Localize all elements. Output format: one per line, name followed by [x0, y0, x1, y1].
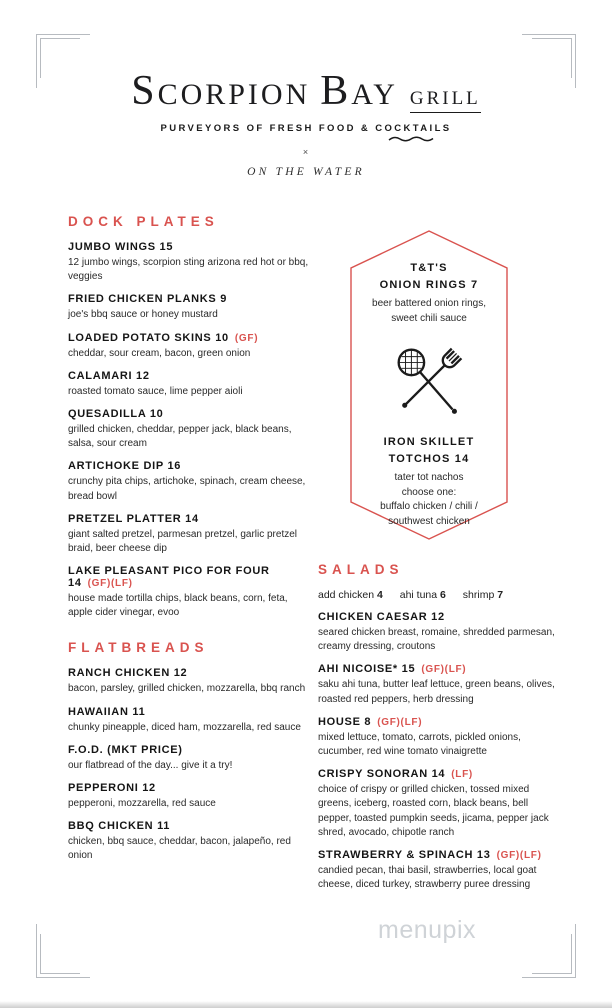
menu-item — [68, 332, 314, 361]
item-name — [68, 744, 314, 756]
restaurant-name — [0, 70, 612, 112]
dietary-tags: (GF)(LF) — [496, 849, 542, 861]
addon-price: 7 — [497, 589, 504, 601]
menu-item — [318, 716, 558, 759]
item-title: CRISPY SONORAN 14 — [318, 768, 446, 781]
item-description: pepperoni, mozzarella, red sauce — [68, 798, 216, 809]
section-title-salads: SALADS — [318, 562, 404, 577]
item-name — [318, 716, 558, 728]
item-description: bacon, parsley, grilled chicken, mozzarella, bbq ranch — [68, 683, 306, 695]
addon-label: add chicken — [318, 589, 375, 601]
item-description: crunchy pita chips, artichoke, spinach, cream cheese, bread bowl — [68, 476, 306, 502]
menu-item — [68, 293, 314, 322]
item-name — [318, 611, 558, 623]
item-name — [68, 513, 314, 525]
badge-desc-line: tater tot nachos — [394, 472, 464, 483]
item-title: CHICKEN CAESAR 12 — [318, 611, 445, 623]
badge-item-title — [362, 434, 496, 467]
item-title: CALAMARI 12 — [68, 369, 150, 382]
item-title: PRETZEL PLATTER 14 — [68, 512, 199, 525]
menu-item — [68, 513, 314, 556]
item-name — [318, 849, 558, 861]
left-column — [68, 214, 314, 873]
item-description: chicken, bbq sauce, cheddar, bacon, jalapeño, red onion — [68, 836, 291, 862]
crossed-fork-and-skimmer-icon — [385, 338, 473, 426]
item-name — [68, 460, 314, 472]
item-name — [68, 370, 314, 382]
item-description: choice of crispy or grilled chicken, tossed mixed greens, iceberg, roasted corn, black beans, bell pepper, toasted pumpkin seeds, jicama, pepper jack shred, avocado, chipotle ranch — [318, 784, 549, 838]
badge-item-description — [362, 471, 496, 529]
specials-badge — [350, 230, 508, 540]
menu-item — [318, 663, 558, 706]
item-description: our flatbread of the day... give it a try! — [68, 759, 233, 771]
item-title: JUMBO WINGS 15 — [68, 241, 174, 253]
item-name — [68, 408, 314, 420]
item-title: F.O.D. (MKT PRICE) — [68, 743, 183, 756]
x-divider: × — [302, 147, 310, 157]
badge-desc-line: choose one: — [401, 486, 457, 498]
item-name — [68, 241, 314, 253]
item-description: seared chicken breast, romaine, shredded parmesan, creamy dressing, croutons — [318, 627, 555, 653]
item-title: QUESADILLA 10 — [68, 407, 164, 420]
item-name — [68, 667, 314, 679]
dietary-tags: (LF) — [451, 769, 473, 781]
badge-desc-line: buffalo chicken / chili / southwest chicken — [380, 501, 478, 527]
menu-item — [68, 782, 314, 811]
badge-content — [350, 230, 508, 540]
badge-item-description: beer battered onion rings, sweet chili sauce — [372, 298, 486, 324]
item-name — [68, 565, 314, 589]
item-name — [318, 663, 558, 675]
item-description: candied pecan, thai basil, strawberries, local goat cheese, diced turkey, strawberry puree dressing — [318, 864, 537, 891]
item-description: cheddar, sour cream, bacon, green onion — [68, 347, 251, 359]
item-title: LAKE PLEASANT PICO FOR FOUR 14 — [68, 565, 270, 590]
page-bottom-edge — [0, 1001, 612, 1008]
menu-item — [68, 820, 314, 863]
badge-title-line: ONION RINGS 7 — [379, 278, 479, 291]
item-title: PEPPERONI 12 — [68, 782, 156, 794]
item-name — [68, 293, 314, 305]
menu-item — [68, 370, 314, 399]
dietary-tags: (GF) — [234, 332, 259, 344]
item-title: AHI NICOISE* 15 — [318, 663, 416, 676]
menu-item — [318, 768, 558, 840]
addon-option — [463, 589, 503, 601]
addon-label: ahi tuna — [399, 589, 438, 601]
item-title: HAWAIIAN 11 — [68, 705, 146, 718]
menu-header — [0, 70, 612, 178]
badge-title-line: TOTCHOS 14 — [388, 452, 470, 465]
addon-label: shrimp — [462, 589, 495, 601]
item-description: house made tortilla chips, black beans, corn, feta, apple cider vinegar, evoo — [68, 593, 288, 619]
menu-item — [68, 460, 314, 503]
menu-item — [68, 408, 314, 451]
menu-item — [68, 667, 314, 696]
corner-ornament-bottom-left — [36, 924, 90, 978]
item-description: mixed lettuce, tomato, carrots, pickled onions, cucumber, red wine tomato vinaigrette — [318, 731, 521, 757]
brand-initial: B — [320, 68, 352, 114]
addon-price: 6 — [440, 589, 446, 601]
item-title: HOUSE 8 — [318, 715, 372, 728]
menupix-watermark: menupix — [378, 916, 476, 944]
item-title: STRAWBERRY & SPINACH 13 — [318, 848, 491, 861]
dietary-tags: (GF)(LF) — [87, 578, 133, 590]
tagline: PURVEYORS OF FRESH FOOD & COCKTAILS — [160, 123, 452, 134]
item-name — [68, 782, 314, 794]
corner-ornament-bottom-right — [522, 924, 576, 978]
item-description: saku ahi tuna, butter leaf lettuce, green beans, olives, roasted red peppers, herb dressing — [318, 679, 555, 705]
menu-item — [68, 565, 314, 620]
menu-item — [68, 744, 314, 773]
item-title: FRIED CHICKEN PLANKS 9 — [68, 293, 228, 306]
item-name — [68, 706, 314, 718]
salads-column — [318, 562, 558, 901]
menu-item — [318, 611, 558, 654]
dietary-tags: (GF)(LF) — [377, 716, 423, 728]
item-name — [318, 768, 558, 780]
brand-word-grill: GRILL — [410, 88, 481, 113]
section-title-dock-plates: DOCK PLATES — [68, 214, 219, 229]
item-title: LOADED POTATO SKINS 10 — [68, 331, 229, 344]
dietary-tags: (GF)(LF) — [421, 664, 467, 676]
item-name — [68, 820, 314, 832]
item-title: RANCH CHICKEN 12 — [68, 667, 188, 680]
item-description: chunky pineapple, diced ham, mozzarella, red sauce — [68, 721, 301, 733]
item-description: joe's bbq sauce or honey mustard — [68, 309, 218, 321]
badge-title-line: IRON SKILLET — [383, 436, 475, 448]
addon-price: 4 — [376, 589, 383, 601]
section-title-flatbreads: FLATBREADS — [68, 640, 209, 656]
item-description: grilled chicken, cheddar, pepper jack, black beans, salsa, sour cream — [68, 423, 292, 450]
item-description: giant salted pretzel, parmesan pretzel, garlic pretzel braid, beer cheese dip — [68, 528, 298, 554]
brand-initial: S — [131, 68, 158, 114]
item-name — [68, 332, 314, 344]
addon-option — [400, 589, 446, 601]
brand-word: AY — [351, 78, 398, 111]
menu-item — [68, 706, 314, 735]
subtitle: ON THE WATER — [247, 166, 365, 178]
salad-addons — [318, 589, 558, 601]
item-description: roasted tomato sauce, lime pepper aioli — [68, 385, 243, 397]
badge-item-title — [362, 260, 496, 293]
menu-item — [318, 849, 558, 892]
addon-option — [318, 589, 383, 601]
brand-word: CORPION — [157, 78, 311, 111]
item-title: BBQ CHICKEN 11 — [68, 820, 171, 833]
item-description: 12 jumbo wings, scorpion sting arizona red hot or bbq, veggies — [68, 257, 309, 283]
item-title: ARTICHOKE DIP 16 — [68, 460, 182, 473]
menu-item — [68, 241, 314, 284]
badge-title-line: T&T'S — [410, 262, 448, 274]
squiggle-ornament — [388, 134, 434, 143]
